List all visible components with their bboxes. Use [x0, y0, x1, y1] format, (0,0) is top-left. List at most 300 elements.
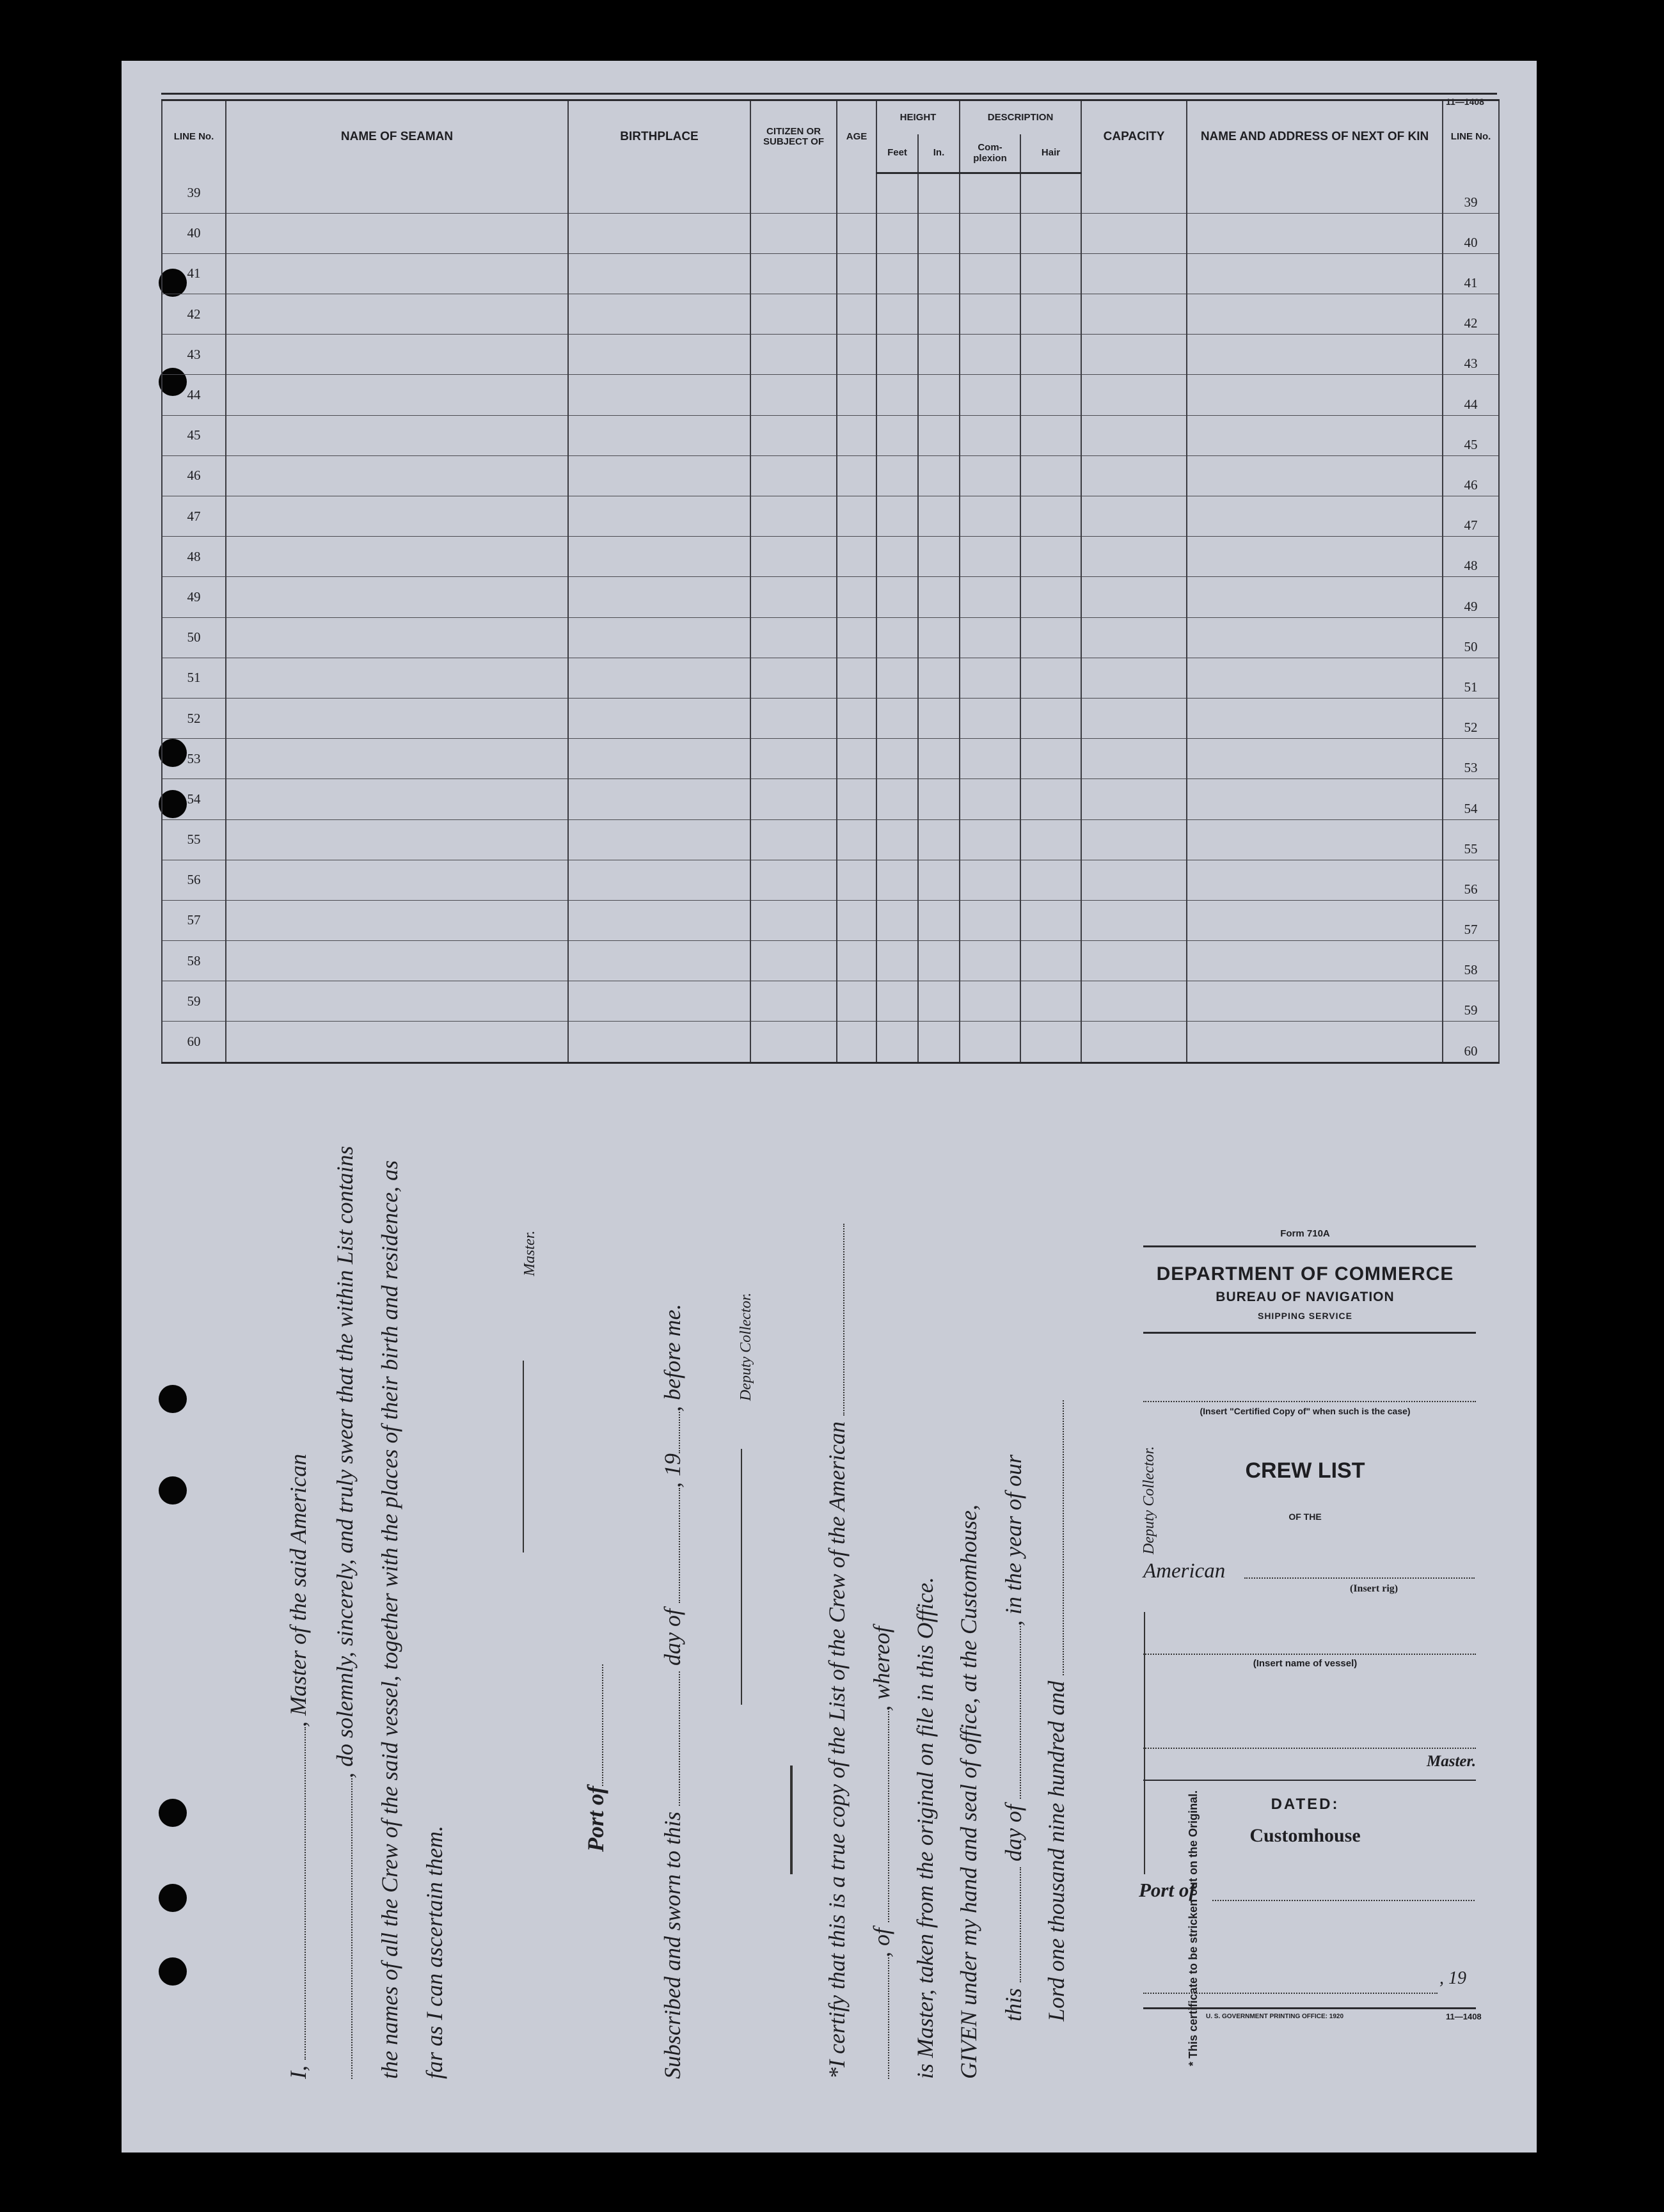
table-cell — [750, 415, 837, 455]
table-cell — [876, 213, 918, 253]
table-cell — [568, 698, 750, 738]
table-cell — [960, 981, 1020, 1022]
col-inches: In. — [918, 134, 960, 173]
table-cell — [918, 941, 960, 981]
table-cell — [1081, 537, 1187, 577]
table-cell — [750, 698, 837, 738]
line-number-right: 52 — [1443, 698, 1499, 738]
col-line-no-left: LINE No. — [162, 100, 226, 173]
table-row — [162, 617, 1499, 658]
table-cell — [226, 335, 568, 375]
table-row — [162, 658, 1499, 698]
table-cell — [750, 496, 837, 537]
table-cell — [837, 173, 876, 214]
table-cell — [568, 819, 750, 860]
table-cell — [1081, 335, 1187, 375]
table-cell — [226, 819, 568, 860]
date-blank — [1143, 1993, 1438, 1994]
line-number-left: 57 — [162, 900, 226, 940]
table-cell — [918, 496, 960, 537]
table-cell — [960, 173, 1020, 214]
cover-rule-4 — [1143, 2007, 1476, 2009]
table-cell — [1187, 213, 1443, 253]
customhouse-label: Customhouse — [1249, 1825, 1361, 1846]
certify-line-2: , of , whereof — [868, 1626, 895, 2079]
table-cell — [1020, 496, 1081, 537]
table-cell — [876, 335, 918, 375]
table-cell — [960, 294, 1020, 335]
line-number-left: 49 — [162, 577, 226, 617]
table-cell — [1081, 375, 1187, 415]
form-number-top: 11—1408 — [1446, 97, 1484, 107]
table-cell — [568, 900, 750, 940]
table-cell — [568, 173, 750, 214]
table-cell — [837, 375, 876, 415]
table-cell — [226, 455, 568, 496]
certify-line-6: Lord one thousand nine hundred and — [1043, 1400, 1070, 2021]
table-cell — [750, 981, 837, 1022]
table-cell — [837, 779, 876, 819]
table-cell — [568, 739, 750, 779]
table-cell — [1081, 860, 1187, 900]
table-cell — [226, 860, 568, 900]
table-cell — [1187, 1022, 1443, 1063]
line-number-right: 42 — [1443, 294, 1499, 335]
table-cell — [918, 415, 960, 455]
table-cell — [568, 860, 750, 900]
line-number-left: 50 — [162, 617, 226, 658]
line-number-left: 46 — [162, 455, 226, 496]
crew-table — [161, 99, 1500, 1064]
table-cell — [918, 455, 960, 496]
table-cell — [750, 941, 837, 981]
line-number-right: 58 — [1443, 941, 1499, 981]
line-number-left: 56 — [162, 860, 226, 900]
line-number-left: 60 — [162, 1022, 226, 1063]
table-cell — [226, 415, 568, 455]
certify-line-3: is Master, taken from the original on file in this Office. — [912, 1577, 938, 2079]
col-citizen: CITIZEN OR SUBJECT OF — [750, 100, 837, 173]
table-cell — [750, 375, 837, 415]
table-cell — [876, 698, 918, 738]
table-cell — [1081, 698, 1187, 738]
table-row — [162, 981, 1499, 1022]
punch-hole — [159, 1385, 187, 1413]
table-cell — [1187, 617, 1443, 658]
table-cell — [918, 537, 960, 577]
table-cell — [750, 213, 837, 253]
port-blank — [1212, 1900, 1475, 1901]
line-number-left: 53 — [162, 739, 226, 779]
line-number-right: 55 — [1443, 819, 1499, 860]
table-row — [162, 1022, 1499, 1063]
line-number-left: 43 — [162, 335, 226, 375]
table-cell — [1081, 294, 1187, 335]
table-cell — [837, 577, 876, 617]
table-cell — [837, 739, 876, 779]
table-cell — [918, 375, 960, 415]
table-cell — [837, 860, 876, 900]
table-cell — [1020, 617, 1081, 658]
table-cell — [568, 213, 750, 253]
table-cell — [1081, 213, 1187, 253]
table-cell — [918, 617, 960, 658]
top-rule — [161, 93, 1497, 95]
col-next-of-kin: NAME AND ADDRESS OF NEXT OF KIN — [1187, 100, 1443, 173]
col-height: HEIGHT — [876, 100, 960, 135]
table-row — [162, 173, 1499, 214]
table-cell — [750, 779, 837, 819]
table-cell — [1020, 779, 1081, 819]
insert-rig-note: (Insert rig) — [1350, 1583, 1399, 1594]
table-cell — [226, 294, 568, 335]
table-cell — [226, 981, 568, 1022]
table-cell — [568, 577, 750, 617]
of-the: OF THE — [1288, 1512, 1322, 1522]
insert-vessel-note: (Insert name of vessel) — [1253, 1658, 1358, 1669]
table-cell — [568, 779, 750, 819]
col-description: DESCRIPTION — [960, 100, 1081, 135]
cover-master-label: Master. — [1427, 1753, 1477, 1770]
line-number-right: 56 — [1443, 860, 1499, 900]
table-row — [162, 253, 1499, 294]
cover-port-label: Port of — [1139, 1879, 1196, 1901]
american-label: American — [1143, 1560, 1226, 1583]
table-row — [162, 739, 1499, 779]
table-cell — [837, 900, 876, 940]
table-cell — [1081, 981, 1187, 1022]
table-cell — [837, 294, 876, 335]
line-number-right: 59 — [1443, 981, 1499, 1022]
col-feet: Feet — [876, 134, 918, 173]
table-cell — [837, 253, 876, 294]
form-number: Form 710A — [1280, 1228, 1330, 1239]
table-cell — [1020, 294, 1081, 335]
table-cell — [1187, 577, 1443, 617]
line-number-right: 60 — [1443, 1022, 1499, 1063]
col-line-no-right: LINE No. — [1443, 100, 1499, 173]
line-number-left: 39 — [162, 173, 226, 214]
oath-line-3: the names of all the Crew of the said vessel, together with the places of their birth and residence, as — [377, 1160, 402, 2079]
table-cell — [1187, 294, 1443, 335]
line-number-left: 45 — [162, 415, 226, 455]
table-cell — [750, 860, 837, 900]
line-number-left: 40 — [162, 213, 226, 253]
table-cell — [1187, 496, 1443, 537]
table-row — [162, 941, 1499, 981]
table-cell — [1020, 900, 1081, 940]
crew-list-sheet — [122, 61, 1537, 2153]
table-cell — [876, 658, 918, 698]
oath-line-1: I, , Master of the said American — [285, 1453, 311, 2079]
year-19: , 19 — [1439, 1968, 1466, 1988]
bureau-title: BUREAU OF NAVIGATION — [1216, 1290, 1395, 1304]
table-cell — [1020, 981, 1081, 1022]
table-row — [162, 577, 1499, 617]
table-cell — [1020, 577, 1081, 617]
line-number-right: 54 — [1443, 779, 1499, 819]
line-number-right: 41 — [1443, 253, 1499, 294]
table-cell — [568, 415, 750, 455]
table-cell — [750, 537, 837, 577]
deputy-collector-signature-line-1 — [741, 1449, 742, 1705]
table-cell — [837, 496, 876, 537]
table-row — [162, 455, 1499, 496]
table-cell — [1187, 981, 1443, 1022]
table-cell — [568, 617, 750, 658]
line-number-right: 43 — [1443, 335, 1499, 375]
table-cell — [837, 819, 876, 860]
table-cell — [918, 294, 960, 335]
table-cell — [837, 415, 876, 455]
table-cell — [750, 739, 837, 779]
table-cell — [876, 941, 918, 981]
table-cell — [876, 981, 918, 1022]
table-cell — [960, 779, 1020, 819]
table-cell — [226, 253, 568, 294]
line-number-left: 55 — [162, 819, 226, 860]
table-cell — [1020, 941, 1081, 981]
col-hair: Hair — [1020, 134, 1081, 173]
table-cell — [568, 537, 750, 577]
table-cell — [918, 981, 960, 1022]
table-cell — [1187, 537, 1443, 577]
table-cell — [960, 900, 1020, 940]
table-cell — [918, 577, 960, 617]
col-capacity: CAPACITY — [1081, 100, 1187, 173]
table-cell — [1187, 860, 1443, 900]
subscribed-line: Subscribed and sworn to this day of , 19, before me. — [660, 1304, 685, 2079]
table-cell — [876, 455, 918, 496]
table-cell — [837, 941, 876, 981]
line-number-right: 57 — [1443, 900, 1499, 940]
table-cell — [1020, 658, 1081, 698]
table-cell — [1187, 173, 1443, 214]
table-cell — [568, 941, 750, 981]
certify-line-5: this day of , in the year of our — [1001, 1455, 1026, 2021]
table-cell — [750, 335, 837, 375]
table-cell — [226, 617, 568, 658]
table-cell — [226, 900, 568, 940]
table-cell — [1020, 213, 1081, 253]
table-row — [162, 900, 1499, 940]
oath-port: Port of — [582, 1664, 609, 1852]
dated-label: DATED: — [1271, 1796, 1340, 1813]
line-number-left: 52 — [162, 698, 226, 738]
table-cell — [918, 739, 960, 779]
printing-office: U. S. GOVERNMENT PRINTING OFFICE: 1920 — [1206, 2013, 1344, 2020]
table-row — [162, 779, 1499, 819]
certified-copy-note: (Insert "Certified Copy of" when such is the case) — [1200, 1406, 1411, 1416]
table-cell — [1187, 375, 1443, 415]
table-cell — [918, 253, 960, 294]
table-cell — [750, 658, 837, 698]
table-cell — [1081, 658, 1187, 698]
oath-line-2: , do solemnly, sincerely, and truly swear that the within List contains — [331, 1146, 358, 2079]
table-cell — [960, 213, 1020, 253]
master-blank — [1143, 1748, 1476, 1749]
table-row — [162, 819, 1499, 860]
line-number-right: 50 — [1443, 617, 1499, 658]
line-number-right: 40 — [1443, 213, 1499, 253]
table-cell — [568, 981, 750, 1022]
table-cell — [837, 537, 876, 577]
table-cell — [1020, 1022, 1081, 1063]
col-name-of-seaman: NAME OF SEAMAN — [226, 100, 568, 173]
table-cell — [750, 253, 837, 294]
table-cell — [876, 779, 918, 819]
table-cell — [876, 739, 918, 779]
deputy-collector-label-2: Deputy Collector. — [1141, 1446, 1157, 1554]
table-cell — [876, 577, 918, 617]
table-cell — [1187, 739, 1443, 779]
table-cell — [876, 253, 918, 294]
table-row — [162, 496, 1499, 537]
vessel-name-blank — [1143, 1654, 1476, 1655]
table-cell — [1187, 698, 1443, 738]
table-cell — [1081, 496, 1187, 537]
table-row — [162, 375, 1499, 415]
table-cell — [1020, 698, 1081, 738]
table-cell — [1020, 860, 1081, 900]
table-cell — [568, 455, 750, 496]
table-cell — [226, 375, 568, 415]
table-cell — [1081, 173, 1187, 214]
table-cell — [750, 900, 837, 940]
table-cell — [876, 617, 918, 658]
cover-rule-2 — [1143, 1332, 1476, 1334]
line-number-left: 48 — [162, 537, 226, 577]
table-cell — [876, 1022, 918, 1063]
table-cell — [837, 981, 876, 1022]
col-complexion: Com-plexion — [960, 134, 1020, 173]
table-cell — [1020, 455, 1081, 496]
line-number-left: 54 — [162, 779, 226, 819]
table-cell — [1020, 335, 1081, 375]
table-cell — [1020, 375, 1081, 415]
department-title: DEPARTMENT OF COMMERCE — [1156, 1263, 1454, 1284]
table-cell — [1081, 617, 1187, 658]
table-cell — [226, 941, 568, 981]
certified-copy-blank — [1143, 1401, 1476, 1402]
table-cell — [568, 335, 750, 375]
table-cell — [960, 739, 1020, 779]
table-cell — [960, 496, 1020, 537]
table-cell — [1187, 253, 1443, 294]
crew-list-title: CREW LIST — [1245, 1458, 1365, 1483]
master-signature-line — [523, 1361, 524, 1552]
certify-line-4: GIVEN under my hand and seal of office, at the Customhouse, — [956, 1505, 981, 2079]
table-cell — [1081, 819, 1187, 860]
table-cell — [568, 658, 750, 698]
line-number-right: 44 — [1443, 375, 1499, 415]
table-cell — [1081, 455, 1187, 496]
table-cell — [960, 617, 1020, 658]
table-cell — [918, 819, 960, 860]
table-cell — [837, 1022, 876, 1063]
table-cell — [960, 537, 1020, 577]
table-cell — [960, 1022, 1020, 1063]
table-cell — [750, 173, 837, 214]
form-number-bottom: 11—1408 — [1446, 2012, 1482, 2021]
table-cell — [1081, 1022, 1187, 1063]
table-cell — [876, 375, 918, 415]
table-cell — [750, 617, 837, 658]
table-row — [162, 698, 1499, 738]
table-cell — [876, 173, 918, 214]
table-row — [162, 537, 1499, 577]
table-cell — [837, 658, 876, 698]
line-number-right: 47 — [1443, 496, 1499, 537]
table-cell — [918, 698, 960, 738]
table-cell — [876, 819, 918, 860]
table-cell — [1081, 900, 1187, 940]
table-row — [162, 335, 1499, 375]
line-number-right: 39 — [1443, 173, 1499, 214]
table-cell — [960, 819, 1020, 860]
shipping-service: SHIPPING SERVICE — [1257, 1311, 1352, 1321]
table-cell — [750, 819, 837, 860]
table-cell — [568, 375, 750, 415]
table-cell — [1187, 900, 1443, 940]
line-number-left: 42 — [162, 294, 226, 335]
table-cell — [1187, 941, 1443, 981]
table-row — [162, 860, 1499, 900]
footnote: * This certificate to be stricken out on the Original. — [1187, 1790, 1200, 2066]
cover-rule-3 — [1143, 1780, 1476, 1781]
table-cell — [1081, 779, 1187, 819]
line-number-left: 41 — [162, 253, 226, 294]
table-cell — [1081, 415, 1187, 455]
table-cell — [960, 455, 1020, 496]
certify-line-1: *I certify that this is a true copy of the List of the Crew of the American — [823, 1224, 850, 2079]
table-cell — [918, 173, 960, 214]
table-cell — [1187, 415, 1443, 455]
table-row — [162, 213, 1499, 253]
table-cell — [568, 253, 750, 294]
table-row — [162, 415, 1499, 455]
table-cell — [1081, 577, 1187, 617]
table-cell — [1081, 739, 1187, 779]
table-cell — [960, 375, 1020, 415]
table-cell — [1020, 819, 1081, 860]
table-cell — [226, 739, 568, 779]
table-cell — [1081, 941, 1187, 981]
cover-rule-1 — [1143, 1245, 1476, 1247]
table-cell — [1020, 739, 1081, 779]
table-cell — [837, 617, 876, 658]
punch-hole — [159, 1476, 187, 1505]
table-cell — [960, 658, 1020, 698]
master-label: Master. — [521, 1230, 538, 1276]
table-cell — [918, 213, 960, 253]
table-cell — [960, 415, 1020, 455]
table-cell — [750, 455, 837, 496]
table-cell — [226, 213, 568, 253]
line-number-left: 44 — [162, 375, 226, 415]
table-cell — [876, 294, 918, 335]
table-cell — [226, 779, 568, 819]
table-cell — [1020, 253, 1081, 294]
table-cell — [918, 335, 960, 375]
line-number-right: 45 — [1443, 415, 1499, 455]
table-cell — [226, 496, 568, 537]
oath-line-4: far as I can ascertain them. — [422, 1826, 447, 2079]
table-cell — [837, 698, 876, 738]
table-cell — [960, 941, 1020, 981]
table-cell — [750, 577, 837, 617]
table-row — [162, 294, 1499, 335]
